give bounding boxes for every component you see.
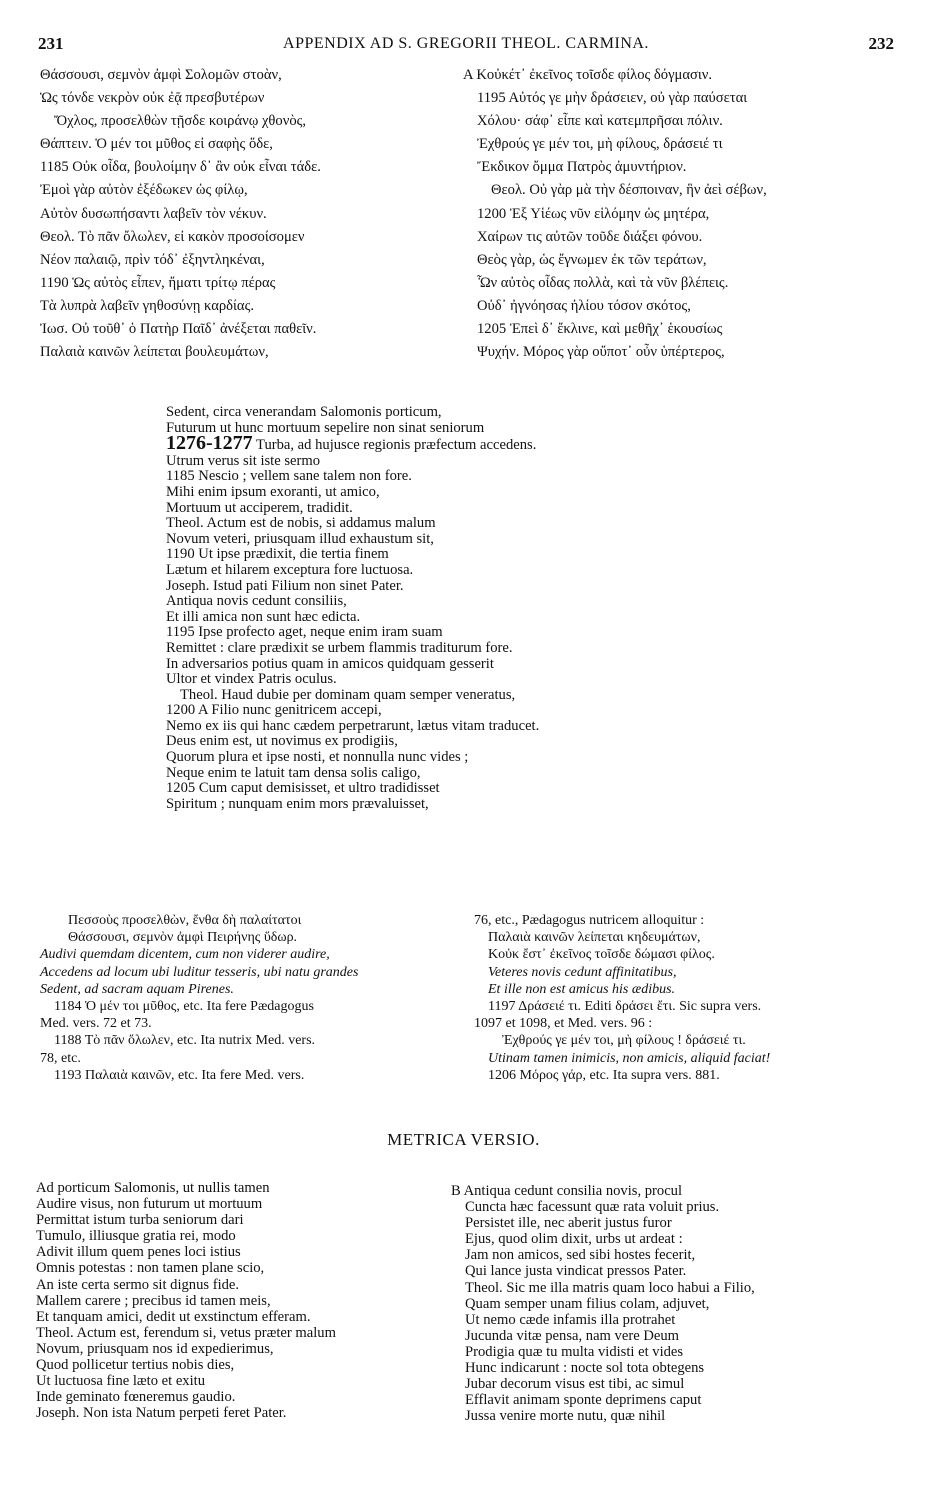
latin-line: 1200 A Filio nunc genitricem accepi, (166, 702, 382, 719)
greek-line: 1190 Ὡς αὐτὸς εἶπεν, ἤματι τρίτῳ πέρας (40, 274, 276, 291)
greek-line: Ἔκδικον ὄμμα Πατρὸς ἀμυντήριον. (477, 159, 687, 176)
note-line: 1188 Τὸ πᾶν ὄλωλεν, etc. Ita nutrix Med. vers. (54, 1033, 316, 1049)
greek-line: Αὐτὸν δυσωπήσαντι λαβεῖν τὸν νέκυν. (40, 205, 267, 222)
latin-line: Deus enim est, ut novimus ex prodigiis, (166, 733, 398, 750)
verse-line: Inde geminato fœneremus gaudio. (36, 1389, 236, 1406)
latin-line: Nemo ex iis qui hanc cædem perpetrarunt, lætus vitam traducet. (166, 717, 540, 734)
greek-line: 1195 Αὐτός γε μὴν δράσειεν, οὐ γὰρ παύσεται (477, 90, 748, 107)
note-line: Med. vers. 72 et 73. (40, 1016, 152, 1032)
greek-line: Ὧν αὐτὸς οἶδας πολλὰ, καὶ τὰ νῦν βλέπεις. (477, 274, 729, 291)
latin-line: Neque enim te latuit tam densa solis caligo, (166, 764, 421, 781)
verse-line: Audire visus, non futurum ut mortuum (36, 1196, 263, 1213)
metrical-version-right-column (451, 1183, 911, 1424)
note-line: Θάσσουσι, σεμνὸν ἀμφὶ Πειρήνης ὕδωρ. (68, 930, 298, 946)
greek-line: Θεὸς γὰρ, ὡς ἔγνωμεν ἐκ τῶν τεράτων, (477, 251, 707, 268)
verse-line: Mallem carere ; precibus id tamen meis, (36, 1292, 271, 1309)
note-line: Πεσσοὺς προσελθὼν, ἔνθα δὴ παλαίτατοι (68, 913, 302, 928)
verse-line: Prodigia quæ tu multa vidisti et vides (465, 1343, 684, 1360)
verse-line: Ejus, quod olim dixit, urbs ut ardeat : (465, 1231, 683, 1248)
note-line: 1097 et 1098, et Med. vers. 96 : (474, 1016, 653, 1032)
greek-line: Θάσσουσι, σεμνὸν ἀμφὶ Σολομῶν στοὰν, (40, 67, 282, 83)
footnotes-left-column (40, 912, 460, 1084)
verse-line: Qui lance justa vindicat pressos Pater. (465, 1263, 687, 1280)
note-line: 1197 Δράσειέ τι. Editi δράσει ἔτι. Sic supra vers. (488, 999, 762, 1015)
note-line: Sedent, ad sacram aquam Pirenes. (40, 981, 234, 997)
greek-line: Ἰωσ. Οὐ τοῦθ᾽ ὁ Πατὴρ Παῖδ᾽ ἀνέξεται παθεῖν. (40, 321, 317, 338)
greek-line: 1200 Ἐξ Υἱέως νῦν εἱλόμην ὡς μητέρα, (477, 205, 710, 222)
greek-line: A Κοὐκέτ᾽ ἐκεῖνος τοῖσδε φίλος δόγμασιν. (463, 67, 713, 83)
latin-line: Mortuum ut acciperem, tradidit. (166, 499, 353, 516)
greek-line: Θάπτειν. Ὁ μέν τοι μῦθος εἰ σαφὴς ὅδε, (40, 136, 273, 153)
latin-line: Utrum verus sit iste sermo (166, 452, 321, 469)
greek-text-left-column (40, 64, 460, 364)
latin-line: Spiritum ; nunquam enim mors prævaluisset, (166, 795, 429, 812)
greek-line: Χόλου· σάφ᾽ εἶπε καὶ κατεμπρῆσαι πόλιν. (477, 113, 723, 130)
verse-line: Ut nemo cæde infamis illa protrahet (465, 1311, 676, 1328)
verse-line: Joseph. Non ista Natum perpeti feret Pater. (36, 1405, 287, 1422)
latin-line: Antiqua novis cedunt consiliis, (166, 593, 347, 610)
verse-line: Jucunda vitæ pensa, nam vere Deum (465, 1327, 679, 1344)
latin-line: Remittet : clare prædixit se urbem flammis traditurum fore. (166, 639, 513, 656)
verse-line: Theol. Sic me illa matris quam loco habui a Filio, (465, 1279, 755, 1296)
greek-line: Τὰ λυπρὰ λαβεῖν γηθοσύνῃ καρδίας. (40, 297, 255, 314)
latin-line: Novum veteri, priusquam illud exhaustum sit, (166, 530, 434, 547)
verse-line: Et tanquam amici, dedit ut exstinctum efferam. (36, 1308, 311, 1325)
latin-line: 1185 Nescio ; vellem sane talem non fore. (166, 468, 412, 485)
verse-line: Permittat istum turba seniorum dari (36, 1212, 244, 1229)
verse-line: Tumulo, illiusque gratia rei, modo (36, 1228, 236, 1245)
latin-line: Theol. Actum est de nobis, si addamus malum (166, 515, 436, 532)
note-line: 76, etc., Pædagogus nutricem alloquitur : (474, 913, 705, 928)
greek-line: Θεολ. Τὸ πᾶν ὄλωλεν, εἰ κακὸν προσοίσομεν (40, 228, 305, 245)
greek-line: Ὄχλος, προσελθὼν τῇσδε κοιράνῳ χθονὸς, (54, 113, 307, 130)
latin-line-with-marker (166, 432, 726, 455)
page-number-right: 232 (868, 34, 894, 53)
greek-text-right-column (463, 64, 903, 364)
greek-line: Νέον παλαιῷ, πρὶν τόδ᾽ ἐξηντληκέναι, (40, 251, 265, 268)
note-line: Ἐχθρούς γε μέν τοι, μὴ φίλους ! δράσειέ τι. (502, 1033, 746, 1049)
note-line: 78, etc. (40, 1050, 81, 1066)
verse-line: Quod pollicetur tertius nobis dies, (36, 1357, 235, 1374)
greek-line: Ἐμοὶ γὰρ αὐτὸν ἐξέδωκεν ὡς φίλῳ, (40, 182, 248, 199)
note-line: Παλαιὰ καινῶν λείπεται κηδευμάτων, (488, 930, 701, 946)
latin-line: In adversarios potius quam in amicos quidquam gesserit (166, 655, 494, 672)
greek-line: Παλαιὰ καινῶν λείπεται βουλευμάτων, (40, 344, 269, 361)
latin-line: 1195 Ipse profecto aget, neque enim iram suam (166, 624, 443, 641)
greek-line: Χαίρων τις αὐτῶν τοῦδε διάξει φόνου. (477, 228, 703, 245)
column-marker: 1276-1277 (166, 432, 253, 455)
verse-line: Efflavit animam sponte deprimens caput (465, 1392, 702, 1409)
verse-line: Ut luctuosa fine læto et exitu (36, 1373, 206, 1390)
note-line: Et ille non est amicus his ædibus. (488, 981, 676, 997)
note-line: Κοὐκ ἔστ᾽ ἐκεῖνος τοῖσδε δώμασι φίλος. (488, 947, 715, 963)
verse-line: Ad porticum Salomonis, ut nullis tamen (36, 1180, 270, 1196)
greek-line: 1205 Ἐπεὶ δ᾽ ἔκλινε, καὶ μεθῆχ᾽ ἑκουσίως (477, 321, 723, 338)
latin-line: Mihi enim ipsum exoranti, ut amico, (166, 483, 380, 500)
section-title: METRICA VERSIO. (387, 1130, 540, 1149)
verse-line: Persistet ille, nec aberit justus furor (465, 1215, 672, 1232)
latin-line: 1205 Cum caput demisisset, et ultro tradidisset (166, 780, 440, 797)
latin-line: Quorum plura et ipse nosti, et nonnulla nunc vides ; (166, 749, 469, 766)
latin-line: Et illi amica non sunt hæc edicta. (166, 608, 361, 625)
greek-line: Οὐδ᾽ ἠγνόησας ἡλίου τόσον σκότος, (477, 297, 691, 314)
verse-line: Jussa venire morte nutu, quæ nihil (465, 1408, 666, 1425)
greek-line: 1185 Οὐκ οἶδα, βουλοίμην δ᾽ ἂν οὐκ εἶναι τάδε. (40, 159, 321, 176)
latin-line: Theol. Haud dubie per dominam quam semper veneratus, (180, 686, 516, 703)
verse-line: Adivit illum quem penes loci istius (36, 1244, 241, 1261)
note-line: 1184 Ὁ μέν τοι μῦθος, etc. Ita fere Pædagogus (54, 999, 314, 1015)
latin-line: Sedent, circa venerandam Salomonis porticum, (166, 404, 442, 420)
greek-line: Ψυχήν. Μόρος γὰρ οὔποτ᾽ οὖν ὑπέρτερος, (477, 344, 725, 361)
greek-line: Ὡς τόνδε νεκρὸν οὐκ ἐᾷ πρεσβυτέρων (40, 90, 265, 107)
greek-line: Ἐχθρούς γε μέν τοι, μὴ φίλους, δράσειέ τι (477, 136, 723, 153)
latin-line: 1190 Ut ipse prædixit, die tertia finem (166, 546, 389, 563)
verse-line: Novum, priusquam nos id expedierimus, (36, 1340, 274, 1357)
verse-line: Theol. Actum est, ferendum si, vetus præter malum (36, 1324, 336, 1341)
verse-line: Jam non amicos, sed sibi hostes fecerit, (465, 1247, 696, 1264)
latin-line: Ultor et vindex Patris oculus. (166, 671, 337, 688)
footnotes-right-column (474, 912, 914, 1084)
latin-line: Joseph. Istud pati Filium non sinet Pater. (166, 577, 404, 594)
note-line: 1206 Μόρος γάρ, etc. Ita supra vers. 881. (488, 1067, 720, 1083)
metrical-version-left-column (36, 1180, 456, 1421)
note-line: 1193 Παλαιὰ καινῶν, etc. Ita fere Med. vers. (54, 1067, 305, 1083)
verse-line: Jubar decorum visus est tibi, ac simul (465, 1376, 685, 1393)
note-line: Audivi quemdam dicentem, cum non viderer audire, (40, 947, 330, 963)
greek-line: Θεολ. Οὐ γὰρ μὰ τὴν δέσποιναν, ἣν ἀεὶ σέβων, (491, 182, 767, 199)
verse-line: Hunc indicarunt : nocte sol tota obtegens (465, 1360, 705, 1377)
note-line: Utinam tamen inimicis, non amicis, aliquid faciat! (488, 1050, 771, 1066)
note-line: Accedens ad locum ubi luditur tesseris, ubi natu grandes (40, 964, 359, 980)
running-title: APPENDIX AD S. GREGORII THEOL. CARMINA. (283, 35, 649, 52)
latin-line: Futurum ut hunc mortuum sepelire non sinat seniorum (166, 419, 485, 436)
verse-line: Quam semper unam filius colam, adjuvet, (465, 1295, 710, 1312)
latin-prose-translation (166, 405, 726, 812)
verse-line: B Antiqua cedunt consilia novis, procul (451, 1183, 683, 1199)
latin-line-text: Turba, ad hujusce regionis præfectum accedens. (252, 437, 537, 454)
verse-line: Omnis potestas : non tamen plane scio, (36, 1260, 265, 1277)
page-number-left: 231 (38, 34, 64, 53)
note-line: Veteres novis cedunt affinitatibus, (488, 964, 677, 980)
verse-line: Cuncta hæc facessunt quæ rata voluit prius. (465, 1199, 720, 1216)
latin-line: Lætum et hilarem exceptura fore luctuosa. (166, 561, 414, 578)
page-header (38, 34, 894, 58)
verse-line: An iste certa sermo sit dignus fide. (36, 1276, 240, 1293)
